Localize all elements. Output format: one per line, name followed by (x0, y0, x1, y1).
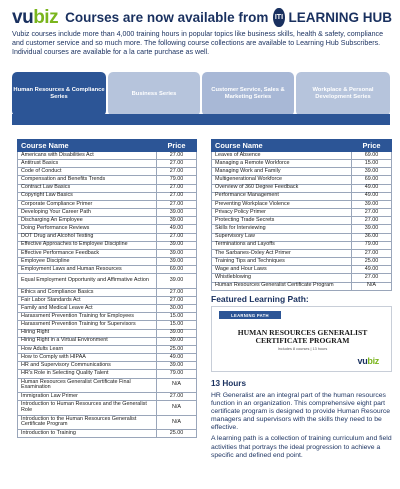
course-name-cell: Harassment Prevention Training for Supervisors (18, 321, 157, 329)
course-name-cell: HR and Supervisory Communications (18, 362, 157, 370)
table-row[interactable] (212, 249, 392, 257)
table-row[interactable] (18, 192, 197, 200)
table-row[interactable] (18, 393, 197, 401)
course-name-cell: Introduction to the Human Resources Generalist Certificate Program (18, 415, 157, 430)
table-row[interactable] (18, 415, 197, 430)
price-cell: 39.00 (157, 249, 197, 257)
course-name-cell: Compensation and Benefits Trends (18, 176, 157, 184)
course-name-cell: Developing Your Career Path (18, 209, 157, 217)
table-row[interactable] (212, 217, 392, 225)
table-row[interactable] (212, 192, 392, 200)
price-cell: 69.00 (352, 152, 392, 160)
table-row[interactable] (18, 401, 197, 416)
course-name-cell: Skills for Interviewing (212, 225, 352, 233)
tab-human-resources[interactable]: Human Resources & Compliance Series (12, 72, 106, 116)
headline: Courses are now available from (65, 9, 269, 25)
table-row[interactable] (18, 152, 197, 160)
course-name-cell: Supervisory Law (212, 233, 352, 241)
course-name-cell: Preventing Workplace Violence (212, 200, 352, 208)
table-row[interactable] (18, 362, 197, 370)
price-cell: N/A (157, 401, 197, 416)
table-header-row (18, 140, 197, 152)
price-cell: 69.00 (352, 176, 392, 184)
course-name-cell: Discharging An Employee (18, 217, 157, 225)
price-cell: 27.00 (157, 200, 197, 208)
certificate-banner[interactable] (211, 306, 392, 372)
price-cell: 27.00 (157, 297, 197, 305)
table-row[interactable] (212, 176, 392, 184)
price-cell: 79.00 (157, 370, 197, 378)
course-name-cell: Terminations and Layoffs (212, 241, 352, 249)
course-name-cell: Human Resources Generalist Certificate Final Examination (18, 378, 157, 393)
table-row[interactable] (18, 184, 197, 192)
price-cell: 30.00 (157, 305, 197, 313)
price-cell: 39.00 (352, 200, 392, 208)
table-row[interactable] (18, 200, 197, 208)
table-row[interactable] (18, 274, 197, 289)
price-cell: 15.00 (157, 321, 197, 329)
price-cell: 39.00 (157, 362, 197, 370)
course-name-cell: Effective Performance Feedback (18, 249, 157, 257)
course-name-cell: Code of Conduct (18, 168, 157, 176)
table-row[interactable] (18, 345, 197, 353)
price-cell: 27.00 (157, 152, 197, 160)
table-header-row (212, 140, 392, 152)
price-cell: 27.00 (157, 233, 197, 241)
price-cell: 27.00 (157, 184, 197, 192)
course-name-cell: Managing a Remote Workforce (212, 160, 352, 168)
course-name-cell: Overview of 360 Degree Feedback (212, 184, 352, 192)
course-name-cell: Leaves of Absence (212, 152, 352, 160)
course-name-cell: Protecting Trade Secrets (212, 217, 352, 225)
price-cell: 49.00 (157, 354, 197, 362)
price-cell: 39.00 (157, 337, 197, 345)
course-name-cell: Ethics and Compliance Basics (18, 288, 157, 296)
course-table-right (211, 139, 392, 291)
table-row[interactable] (212, 266, 392, 274)
table-row[interactable] (18, 209, 197, 217)
price-cell: 39.00 (157, 241, 197, 249)
price-cell: 27.00 (352, 217, 392, 225)
course-name-cell: Hiring Right in a Virtual Environment (18, 337, 157, 345)
tab-business[interactable]: Business Series (108, 72, 200, 116)
vubiz-logo: vubiz (12, 6, 59, 28)
table-row[interactable] (212, 282, 392, 290)
table-row[interactable] (212, 152, 392, 160)
table-row[interactable] (212, 200, 392, 208)
table-row[interactable] (212, 258, 392, 266)
price-cell: 79.00 (157, 176, 197, 184)
series-tabs (12, 72, 390, 116)
table-row[interactable] (18, 297, 197, 305)
table-row[interactable] (18, 249, 197, 257)
table-row[interactable] (18, 354, 197, 362)
course-name-cell: Employee Discipline (18, 258, 157, 266)
price-cell: 79.00 (352, 241, 392, 249)
tab-workplace-development[interactable]: Workplace & Personal Development Series (296, 72, 390, 116)
course-name-cell: Harassment Prevention Training for Employees (18, 313, 157, 321)
price-cell: 39.00 (352, 225, 392, 233)
table-row[interactable] (18, 313, 197, 321)
course-name-cell: Managing Work and Family (212, 168, 352, 176)
vubiz-logo-small: vubiz (357, 356, 379, 366)
intro-text: Vubiz courses include more than 4,000 training hours in popular topics like business skills, health & safety, compliance and customer service and so much more. The following course collections are available to Learning Hub Subscribers. Individual courses are available for a la carte purchase as well. (12, 30, 384, 57)
price-header: Price (352, 140, 392, 152)
price-cell: 69.00 (157, 266, 197, 274)
course-name-cell: Contract Law Basics (18, 184, 157, 192)
table-row[interactable] (18, 337, 197, 345)
table-row[interactable] (18, 168, 197, 176)
table-row[interactable] (18, 241, 197, 249)
course-name-cell: Wage and Hour Laws (212, 266, 352, 274)
course-name-cell: Corporate Compliance Primer (18, 200, 157, 208)
price-cell: N/A (157, 378, 197, 393)
course-name-cell: Equal Employment Opportunity and Affirmative Action (18, 274, 157, 289)
course-name-cell: Introduction to Training (18, 430, 157, 438)
price-cell: 27.00 (157, 192, 197, 200)
course-name-cell: Family and Medical Leave Act (18, 305, 157, 313)
price-cell: 27.00 (352, 209, 392, 217)
course-name-cell: Antitrust Basics (18, 160, 157, 168)
table-row[interactable] (212, 233, 392, 241)
table-row[interactable] (18, 430, 197, 438)
table-row[interactable] (18, 258, 197, 266)
hours-label: 13 Hours (211, 379, 247, 388)
tab-band (12, 114, 390, 125)
table-row[interactable] (212, 209, 392, 217)
price-cell: N/A (157, 415, 197, 430)
price-cell: 39.00 (157, 329, 197, 337)
table-row[interactable] (18, 266, 197, 274)
price-cell: 27.00 (157, 160, 197, 168)
price-cell: 39.00 (157, 274, 197, 289)
featured-title: Featured Learning Path: (211, 294, 309, 304)
price-cell: N/A (352, 282, 392, 290)
price-cell: 27.00 (352, 274, 392, 282)
course-name-header: Course Name (212, 140, 352, 152)
course-table-left (17, 139, 197, 438)
certificate-title: HUMAN RESOURCES GENERALIST CERTIFICATE PROGRAM (237, 328, 368, 345)
table-row[interactable] (18, 378, 197, 393)
course-name-cell: Performance Management (212, 192, 352, 200)
table-row[interactable] (212, 184, 392, 192)
table-row[interactable] (18, 217, 197, 225)
course-name-cell: Doing Performance Reviews (18, 225, 157, 233)
page-header (12, 6, 392, 28)
price-cell: 27.00 (157, 168, 197, 176)
learning-hub-title: LEARNING HUB (288, 9, 392, 25)
course-name-cell: HR's Role in Selecting Quality Talent (18, 370, 157, 378)
price-cell: 39.00 (157, 258, 197, 266)
price-cell: 27.00 (157, 393, 197, 401)
table-row[interactable] (18, 329, 197, 337)
table-row[interactable] (212, 274, 392, 282)
price-cell: 25.00 (157, 345, 197, 353)
table-row[interactable] (212, 225, 392, 233)
course-name-cell: Human Resources Generalist Certificate Program (212, 282, 352, 290)
price-cell: 25.00 (157, 430, 197, 438)
course-name-cell: Americans with Disabilities Act (18, 152, 157, 160)
course-name-cell: DOT Drug and Alcohol Testing (18, 233, 157, 241)
price-cell: 49.00 (352, 266, 392, 274)
price-cell: 49.00 (352, 184, 392, 192)
table-row[interactable] (18, 370, 197, 378)
course-name-cell: Whistleblowing (212, 274, 352, 282)
learning-path-description: HR Generalist are an integral part of the human resources function in an organization. This comprehensive eight part certificate program is designed to provide Human Resource managers and supervisors with the skills they need to be effective. A learning path is a collection of training curriculum and field activities that portrays the ideal progression to achieve a specific and defined end point. (211, 392, 392, 459)
course-name-cell: Hiring Right (18, 329, 157, 337)
table-row[interactable] (212, 160, 392, 168)
course-name-cell: Effective Approaches to Employee Discipline (18, 241, 157, 249)
price-cell: 39.00 (352, 168, 392, 176)
price-cell: 49.00 (157, 225, 197, 233)
price-cell: 39.00 (157, 209, 197, 217)
table-row[interactable] (212, 241, 392, 249)
iti-logo-icon: ITI (273, 8, 284, 27)
table-row[interactable] (18, 160, 197, 168)
table-row[interactable] (18, 288, 197, 296)
table-row[interactable] (212, 168, 392, 176)
course-name-cell: Fair Labor Standards Act (18, 297, 157, 305)
course-name-cell: Multigenerational Workforce (212, 176, 352, 184)
tab-customer-service[interactable]: Customer Service, Sales & Marketing Series (202, 72, 294, 116)
course-name-cell: Training Tips and Techniques (212, 258, 352, 266)
learning-path-label: LEARNING PATH (219, 311, 281, 319)
course-name-cell: How to Comply with HIPAA (18, 354, 157, 362)
price-cell: 36.00 (352, 233, 392, 241)
course-name-cell: How Adults Learn (18, 345, 157, 353)
course-name-cell: Copyright Law Basics (18, 192, 157, 200)
price-header: Price (157, 140, 197, 152)
price-cell: 15.00 (352, 160, 392, 168)
price-cell: 27.00 (352, 249, 392, 257)
course-name-cell: The Sarbanes-Oxley Act Primer (212, 249, 352, 257)
table-row[interactable] (18, 225, 197, 233)
course-name-cell: Immigration Law Primer (18, 393, 157, 401)
certificate-subtitle: Includes 8 courses | 13 hours (277, 347, 328, 351)
table-row[interactable] (18, 176, 197, 184)
course-name-cell: Privacy Policy Primer (212, 209, 352, 217)
price-cell: 25.00 (352, 258, 392, 266)
course-name-cell: Employment Laws and Human Resources (18, 266, 157, 274)
course-name-cell: Introduction to Human Resources and the Generalist Role (18, 401, 157, 416)
price-cell: 27.00 (157, 288, 197, 296)
table-row[interactable] (18, 321, 197, 329)
course-name-header: Course Name (18, 140, 157, 152)
price-cell: 39.00 (157, 217, 197, 225)
table-row[interactable] (18, 305, 197, 313)
price-cell: 15.00 (157, 313, 197, 321)
table-row[interactable] (18, 233, 197, 241)
price-cell: 49.00 (352, 192, 392, 200)
